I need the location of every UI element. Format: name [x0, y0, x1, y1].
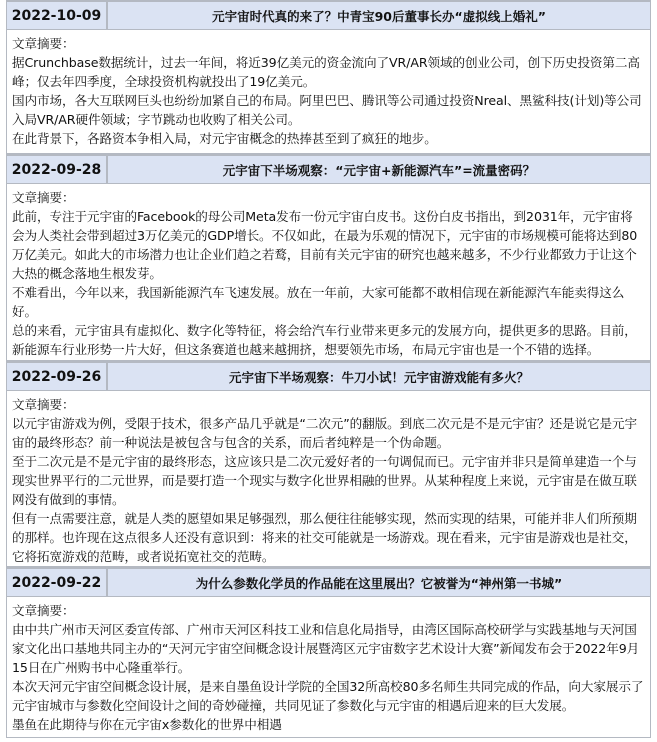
summary-paragraph: 至于二次元是不是元宇宙的最终形态，这应该只是二次元爱好者的一句调侃而已。元宇宙并非只是简单建造一个与现实世界平行的二元世界，而是要打造一个现实与数字化世界相融的世界。从某种程度上来说，元宇宙是在做互联网没有做到的事情。 — [12, 454, 637, 507]
article-title[interactable]: 为什么参数化学员的作品能在这里展出？它被誉为“神州第一书城” — [195, 575, 563, 591]
article-summary — [6, 30, 651, 154]
article-entry — [6, 361, 651, 567]
article-header — [6, 361, 651, 391]
summary-paragraph: 总的来看，元宇宙具有虚拟化、数字化等特征，将会给汽车行业带来更多元的发展方向，提供更多的思路。目前，新能源车行业形势一片大好，但这条赛道也越来越拥挤，想要领先市场，布局元宇宙也是一个不错的选择。 — [12, 323, 637, 357]
summary-paragraph: 墨鱼在此期待与你在元宇宙x参数化的世界中相遇 — [12, 717, 282, 732]
summary-paragraph: 但有一点需要注意，就是人类的愿望如果足够强烈，那么便往往能够实现，然而实现的结果，可能并非人们所预期的那样。也许现在这点很多人还没有意识到：将来的社交可能就是一场游戏。现在看来，元宇宙是游戏也是社交，它将拓宽游戏的范畴，或者说拓宽社交的范畴。 — [12, 511, 637, 564]
article-date: 2022-09-28 — [7, 156, 108, 183]
article-title[interactable]: 元宇宙下半场观察：“元宇宙+新能源汽车”=流量密码？ — [222, 162, 536, 178]
article-entry — [6, 567, 651, 738]
summary-label: 文章摘要： — [12, 36, 75, 51]
article-header — [6, 154, 651, 184]
article-summary — [6, 597, 651, 738]
article-date: 2022-09-22 — [7, 569, 108, 596]
summary-paragraph: 以元宇宙游戏为例，受限于技术，很多产品几乎就是“二次元”的翻版。到底二次元是不是元宇宙？还是说它是元宇宙的最终形态？前一种说法是被包含与包含的关系，而后者纯粹是一个伪命题。 — [12, 416, 638, 450]
article-summary — [6, 184, 651, 361]
summary-paragraph: 国内市场，各大互联网巨头也纷纷加紧自己的布局。阿里巴巴、腾讯等公司通过投资Nreal、黑鲨科技(计划)等公司入局VR/AR硬件领域；字节跳动也收购了相关公司。 — [12, 93, 642, 127]
article-title[interactable]: 元宇宙下半场观察：牛刀小试！元宇宙游戏能有多火？ — [228, 369, 529, 385]
summary-label: 文章摘要： — [12, 603, 75, 618]
article-header — [6, 567, 651, 597]
article-list — [6, 0, 651, 738]
summary-paragraph: 本次天河元宇宙空间概念设计展，是来自墨鱼设计学院的全国32所高校80多名师生共同完成的作品，向大家展示了元宇宙城市与参数化空间设计之间的奇妙碰撞，共同见证了参数化与元宇宙的相遇后迎来的巨大发展。 — [12, 679, 644, 713]
article-entry — [6, 0, 651, 154]
summary-label: 文章摘要： — [12, 190, 75, 205]
summary-paragraph: 在此背景下，各路资本争相入局，对元宇宙概念的热捧甚至到了疯狂的地步。 — [12, 131, 437, 146]
article-header — [6, 0, 651, 30]
article-entry — [6, 154, 651, 361]
article-title[interactable]: 元宇宙时代真的来了？中青宝90后董事长办“虚拟线上婚礼” — [212, 8, 546, 24]
summary-paragraph: 不难看出，今年以来，我国新能源汽车飞速发展。放在一年前，大家可能都不敢相信现在新能源汽车能卖得这么好。 — [12, 285, 625, 319]
summary-paragraph: 由中共广州市天河区委宣传部、广州市天河区科技工业和信息化局指导，由湾区国际高校研学与实践基地与天河国家文化出口基地共同主办的“天河元宇宙空间概念设计展暨湾区元宇宙数字艺术设计大赛”新闻发布会于2022年9月15日在广州购书中心隆重举行。 — [12, 622, 640, 675]
summary-paragraph: 据Crunchbase数据统计，过去一年间，将近39亿美元的资金流向了VR/AR领域的创业公司，创下历史投资第二高峰；仅去年四季度，全球投资机构就投出了19亿美元。 — [12, 55, 640, 89]
article-summary — [6, 391, 651, 567]
article-date: 2022-09-26 — [7, 363, 108, 390]
summary-label: 文章摘要： — [12, 397, 75, 412]
article-date: 2022-10-09 — [7, 2, 108, 29]
summary-paragraph: 此前，专注于元宇宙的Facebook的母公司Meta发布一份元宇宙白皮书。这份白皮书指出，到2031年，元宇宙将会为人类社会带到超过3万亿美元的GDP增长。不仅如此，在最为乐观的情况下，元宇宙的市场规模可能将达到80万亿美元。如此大的市场潜力也让企业们趋之若鹜，目前有关元宇宙的研究也越来越多，不少行业都致力于让这个大热的概念落地生根发芽。 — [12, 209, 638, 281]
